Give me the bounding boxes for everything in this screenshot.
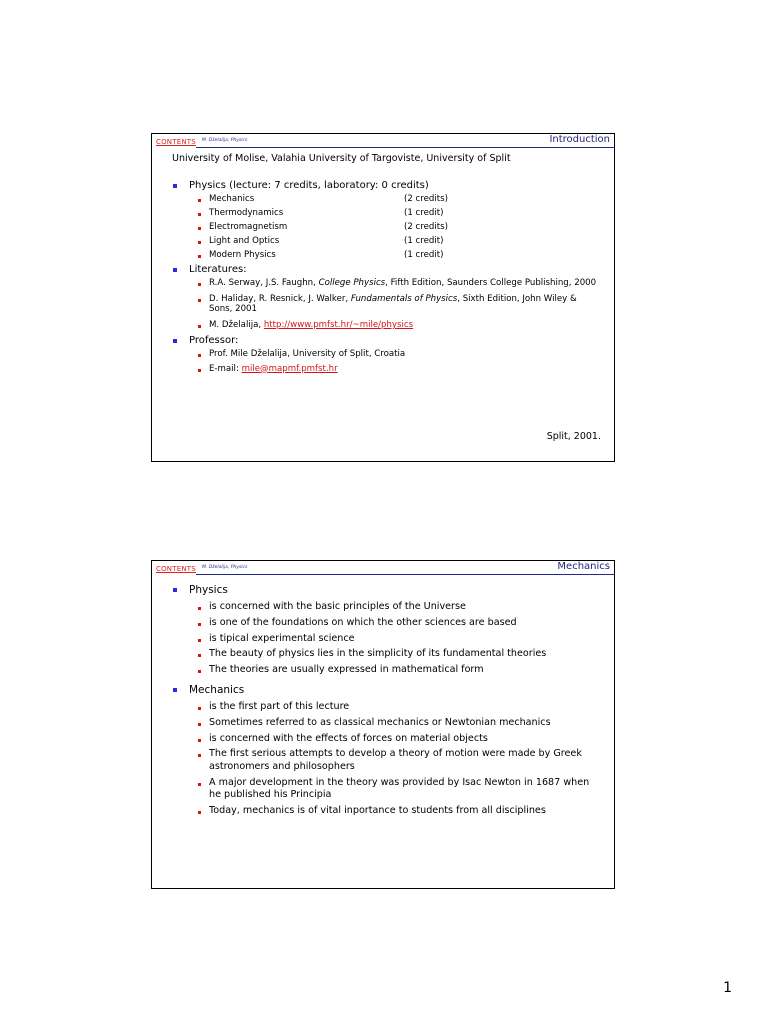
literature-title: Fundamentals of Physics <box>350 293 458 304</box>
topic-credits: (2 credits) <box>404 222 448 233</box>
red-bullet-icon <box>198 241 201 244</box>
literature-item <box>152 294 614 315</box>
bullet-physics <box>152 584 614 596</box>
literature-details: , Sixth Edition, John Wiley & Sons, 2001 <box>209 293 577 315</box>
slide-author-subtitle: M. Dželalija, Physics <box>202 565 248 570</box>
list-item <box>152 601 614 614</box>
list-item <box>152 748 614 773</box>
topic-item <box>152 194 614 205</box>
slide-header <box>152 561 614 575</box>
red-bullet-icon <box>198 227 201 230</box>
red-bullet-icon <box>198 723 201 726</box>
bullet-literatures <box>152 264 614 276</box>
professor-name: Prof. Mile Dželalija, University of Split, Croatia <box>209 349 406 360</box>
topic-credits: (1 credit) <box>404 208 444 219</box>
red-bullet-icon <box>198 199 201 202</box>
red-bullet-icon <box>198 213 201 216</box>
red-bullet-icon <box>198 707 201 710</box>
red-bullet-icon <box>198 754 201 757</box>
red-bullet-icon <box>198 299 201 302</box>
red-bullet-icon <box>198 783 201 786</box>
topic-item <box>152 236 614 247</box>
professor-item <box>152 349 614 360</box>
red-bullet-icon <box>198 639 201 642</box>
red-bullet-icon <box>198 283 201 286</box>
topic-name: Thermodynamics <box>209 208 284 219</box>
list-item <box>152 717 614 730</box>
slide-body <box>152 153 614 378</box>
red-bullet-icon <box>198 607 201 610</box>
slide-mechanics <box>151 560 615 889</box>
item-text: The beauty of physics lies in the simplicity of its fundamental theories <box>209 648 547 660</box>
red-bullet-icon <box>198 739 201 742</box>
professor-heading: Professor: <box>189 335 239 347</box>
item-text: The first serious attempts to develop a theory of motion were made by Greek astronomers and philosophers <box>209 748 582 772</box>
literature-item <box>152 320 614 331</box>
topic-name: Mechanics <box>209 194 255 204</box>
list-item <box>152 805 614 818</box>
item-text: Today, mechanics is of vital inportance to students from all disciplines <box>209 804 546 816</box>
red-bullet-icon <box>198 369 201 372</box>
item-text: is the first part of this lecture <box>209 700 350 712</box>
item-text: A major development in the theory was provided by Isac Newton in 1687 when he published his Principia <box>209 776 590 801</box>
red-bullet-icon <box>198 623 201 626</box>
topic-credits: (1 credit) <box>404 250 444 261</box>
red-bullet-icon <box>198 670 201 673</box>
universities-line: University of Molise, Valahia University of Targoviste, University of Split <box>172 153 511 164</box>
blue-bullet-icon <box>173 588 177 592</box>
blue-bullet-icon <box>173 268 177 272</box>
list-item <box>152 664 614 677</box>
list-item <box>152 777 614 802</box>
contents-link[interactable]: CONTENTS <box>156 565 196 573</box>
item-text: The theories are usually expressed in mathematical form <box>209 664 484 676</box>
topic-name: Electromagnetism <box>209 222 288 233</box>
red-bullet-icon <box>198 255 201 258</box>
item-text: is concerned with the effects of forces on material objects <box>209 732 488 744</box>
email-label: E-mail: <box>209 363 242 374</box>
topic-item <box>152 208 614 219</box>
place-date: Split, 2001. <box>546 431 601 442</box>
topic-name: Light and Optics <box>209 236 280 247</box>
item-text: is concerned with the basic principles of the Universe <box>209 601 466 612</box>
header-divider <box>196 147 614 148</box>
slide-introduction <box>151 133 615 462</box>
page-number: 1 <box>723 980 732 996</box>
topic-credits: (1 credit) <box>404 236 444 247</box>
literature-list <box>152 278 614 330</box>
literature-details: , Fifth Edition, Saunders College Publishing, 2000 <box>385 278 597 289</box>
contents-link[interactable]: CONTENTS <box>156 138 196 146</box>
topic-name: Modern Physics <box>209 250 276 261</box>
list-item <box>152 701 614 714</box>
section-heading: Mechanics <box>189 683 245 696</box>
topic-item <box>152 222 614 233</box>
literature-authors: D. Haliday, R. Resnick, J. Walker, <box>209 293 351 304</box>
topic-item <box>152 250 614 261</box>
list-item <box>152 648 614 661</box>
header-divider <box>196 574 614 575</box>
blue-bullet-icon <box>173 339 177 343</box>
section-heading: Physics <box>189 584 228 596</box>
professor-item <box>152 364 614 375</box>
item-text: is tipical experimental science <box>209 632 355 644</box>
bullet-professor <box>152 335 614 347</box>
slide-header <box>152 134 614 148</box>
red-bullet-icon <box>198 354 201 357</box>
slide-title: Mechanics <box>557 561 610 572</box>
blue-bullet-icon <box>173 688 177 692</box>
red-bullet-icon <box>198 654 201 657</box>
item-text: Sometimes referred to as classical mechanics or Newtonian mechanics <box>209 716 551 728</box>
physics-heading: Physics (lecture: 7 credits, laboratory: 0 credits) <box>189 180 429 191</box>
literature-item <box>152 278 614 289</box>
slide-author-subtitle: M. Dželalija, Physics <box>202 138 248 143</box>
red-bullet-icon <box>198 811 201 814</box>
literature-authors: M. Dželalija, <box>209 319 264 330</box>
bullet-physics <box>152 180 614 192</box>
list-item <box>152 633 614 646</box>
literature-title: College Physics <box>318 278 386 289</box>
email-link[interactable]: mile@mapmf.pmfst.hr <box>241 363 338 374</box>
list-item <box>152 617 614 630</box>
literatures-heading: Literatures: <box>189 264 247 276</box>
bullet-mechanics <box>152 684 614 696</box>
topic-credits: (2 credits) <box>404 194 448 204</box>
physics-website-link[interactable]: http://www.pmfst.hr/~mile/physics <box>263 319 414 330</box>
blue-bullet-icon <box>173 184 177 188</box>
slide-title: Introduction <box>549 134 610 145</box>
list-item <box>152 733 614 746</box>
item-text: is one of the foundations on which the other sciences are based <box>209 616 517 628</box>
red-bullet-icon <box>198 325 201 328</box>
slide-body <box>152 584 614 821</box>
literature-authors: R.A. Serway, J.S. Faughn, <box>209 278 319 289</box>
